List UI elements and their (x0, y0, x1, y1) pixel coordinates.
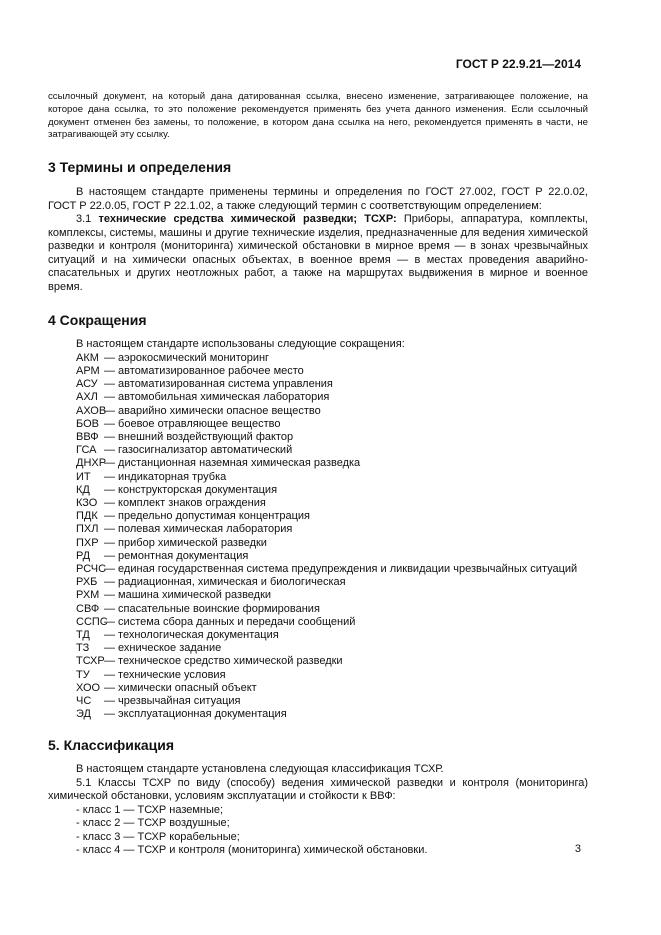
page-content (48, 91, 588, 858)
abbreviation-row (48, 642, 588, 655)
abbreviation-term: ЧС (76, 694, 92, 707)
abbreviation-definition: — индикаторная трубка (104, 470, 227, 483)
abbreviation-row (48, 444, 588, 457)
abbreviation-term: ТД (76, 628, 90, 641)
abbreviation-term: АХЛ (76, 391, 98, 404)
abbreviation-row (48, 418, 588, 431)
abbreviation-definition: — газосигнализатор автоматический (104, 444, 293, 457)
abbreviation-term: КД (76, 483, 90, 496)
abbreviation-definition: — комплект знаков ограждения (104, 496, 266, 509)
abbreviation-term: ТУ (76, 668, 90, 681)
section-5-intro: В настоящем стандарте установлена следующая классификация ТСХР. (76, 763, 444, 776)
abbreviation-definition: — техническое средство химической разведки (104, 655, 343, 668)
abbreviation-term: ДНХР (76, 457, 107, 470)
abbreviation-definition: — система сбора данных и передачи сообщений (104, 615, 356, 628)
abbreviation-term: ПХЛ (76, 523, 99, 536)
page-number: 3 (574, 843, 581, 855)
abbreviation-row (48, 484, 588, 497)
section-4-title: 4 Сокращения (48, 312, 147, 329)
abbreviation-definition: — полевая химическая лаборатория (104, 523, 293, 536)
abbreviation-term: ПХР (76, 536, 99, 549)
abbreviation-definition: — боевое отравляющее вещество (104, 417, 281, 430)
abbreviation-row (48, 378, 588, 391)
abbreviation-term: РСЧС (76, 562, 107, 575)
abbreviation-definition: — аэрокосмический мониторинг (104, 351, 270, 364)
abbreviation-row (48, 510, 588, 523)
abbreviation-row (48, 629, 588, 642)
abbreviation-definition: — предельно допустимая концентрация (104, 510, 310, 523)
abbreviation-row (48, 431, 588, 444)
abbreviation-row (48, 550, 588, 563)
abbreviation-row (48, 589, 588, 602)
abbreviation-row (48, 352, 588, 365)
abbreviation-term: ВВФ (76, 430, 99, 443)
abbreviation-term: КЗО (76, 496, 98, 509)
abbreviation-definition: — радиационная, химическая и биологическая (104, 576, 346, 589)
abbreviation-definition: — дистанционная наземная химическая разведка (104, 457, 361, 470)
abbreviation-row (48, 682, 588, 695)
abbreviation-term: БОВ (76, 417, 99, 430)
term-definition: Приборы, аппаратура, комплекты, комплексы, системы, машины и другие технические изделия, предназначенные для ведения химической разведки и контроля (мониторинга) химической обстановки в мирное время — в зонах чрезвычайных ситуаций и на химически опасных объектах, в военное время — в местах проведения аварийно-спасательных и других неотложных работ, а также на маршрутах выдвижения в мирное и военное время. (48, 213, 588, 293)
abbreviation-term: АКМ (76, 351, 99, 364)
list-item: - класс 1 — ТСХР наземные; (76, 803, 224, 816)
abbreviation-definition: — конструкторская документация (104, 483, 278, 496)
abbreviation-definition: — технические условия (104, 668, 226, 681)
abbreviation-term: РХБ (76, 576, 98, 589)
abbreviation-row (48, 523, 588, 536)
abbreviation-row (48, 457, 588, 470)
abbreviation-definition: — спасательные воинские формирования (104, 602, 320, 615)
abbreviation-row (48, 576, 588, 589)
abbreviation-term: ТЗ (76, 642, 90, 655)
abbreviation-row (48, 537, 588, 550)
abbreviation-definition: — химически опасный объект (104, 681, 257, 694)
abbreviation-list (48, 352, 588, 722)
abbreviation-definition: — технологическая документация (104, 628, 279, 641)
section-3-title: 3 Термины и определения (48, 159, 232, 176)
abbreviation-row (48, 616, 588, 629)
abbreviation-row (48, 669, 588, 682)
abbreviation-term: ТСХР (76, 655, 105, 668)
abbreviation-term: АСУ (76, 378, 98, 391)
document-header: ГОСТ Р 22.9.21—2014 (455, 57, 581, 71)
intro-paragraph: ссылочный документ, на который дана датированная ссылка, внесено изменение, затрагивающее положение, на которое дана ссылка, то это положение рекомендуется применять без учета данного изменения. Если ссылочный документ отменен без замены, то положение, в котором дана ссылка на него, рекомендуется применять в части, не затрагивающей эту ссылку. (48, 91, 588, 141)
section-5-title: 5. Классификация (48, 737, 174, 754)
abbreviation-definition: — единая государственная система предупреждения и ликвидации чрезвычайных ситуаций (104, 562, 578, 575)
abbreviation-term: ИТ (76, 470, 91, 483)
abbreviation-definition: — аварийно химически опасное вещество (104, 404, 321, 417)
list-item: - класс 2 — ТСХР воздушные; (76, 817, 230, 830)
abbreviation-term: ЭД (76, 708, 91, 721)
abbreviation-row (48, 497, 588, 510)
term-number: 3.1 (76, 213, 99, 226)
abbreviation-definition: — ехническое задание (104, 642, 222, 655)
paragraph-5-1: 5.1 Классы ТСХР по виду (способу) ведения химической разведки и контроля (мониторинга) химической обстановки, условиям эксплуатации и стойкости к ВВФ: (48, 776, 588, 803)
abbreviation-term: РД (76, 549, 91, 562)
list-item: - класс 4 — ТСХР и контроля (мониторинга) химической обстановки. (76, 844, 428, 857)
list-item: - класс 3 — ТСХР корабельные; (76, 830, 240, 843)
abbreviation-definition: — внешний воздействующий фактор (104, 430, 294, 443)
term-3-1 (48, 213, 588, 294)
abbreviation-row (48, 391, 588, 404)
abbreviation-definition: — эксплуатационная документация (104, 708, 287, 721)
abbreviation-term: ХОО (76, 681, 101, 694)
abbreviation-row (48, 563, 588, 576)
abbreviation-term: ГСА (76, 444, 97, 457)
abbreviation-term: АРМ (76, 364, 100, 377)
abbreviation-row (48, 405, 588, 418)
section-4-intro: В настоящем стандарте использованы следующие сокращения: (76, 338, 405, 351)
abbreviation-row (48, 655, 588, 668)
class-list (48, 804, 588, 858)
term-name: технические средства химической разведки; ТСХР: (98, 213, 397, 226)
abbreviation-row (48, 695, 588, 708)
abbreviation-row (48, 708, 588, 721)
abbreviation-definition: — автоматизированное рабочее место (104, 364, 304, 377)
abbreviation-definition: — автомобильная химическая лаборатория (104, 391, 330, 404)
abbreviation-definition: — машина химической разведки (104, 589, 272, 602)
abbreviation-term: АХОВ (76, 404, 107, 417)
abbreviation-term: ПДК (76, 510, 98, 523)
abbreviation-row (48, 365, 588, 378)
section-3-intro: В настоящем стандарте применены термины и определения по ГОСТ 27.002, ГОСТ Р 22.0.02, ГОСТ Р 22.0.05, ГОСТ Р 22.1.02, а также следующий термин с соответствующим определением: (48, 186, 588, 212)
abbreviation-definition: — ремонтная документация (104, 549, 249, 562)
abbreviation-row (48, 471, 588, 484)
abbreviation-definition: — чрезвычайная ситуация (104, 694, 241, 707)
abbreviation-term: РХМ (76, 589, 100, 602)
abbreviation-definition: — прибор химической разведки (104, 536, 267, 549)
abbreviation-row (48, 603, 588, 616)
abbreviation-term: СВФ (76, 602, 100, 615)
abbreviation-term: ССПС (76, 615, 108, 628)
abbreviation-definition: — автоматизированная система управления (104, 378, 333, 391)
